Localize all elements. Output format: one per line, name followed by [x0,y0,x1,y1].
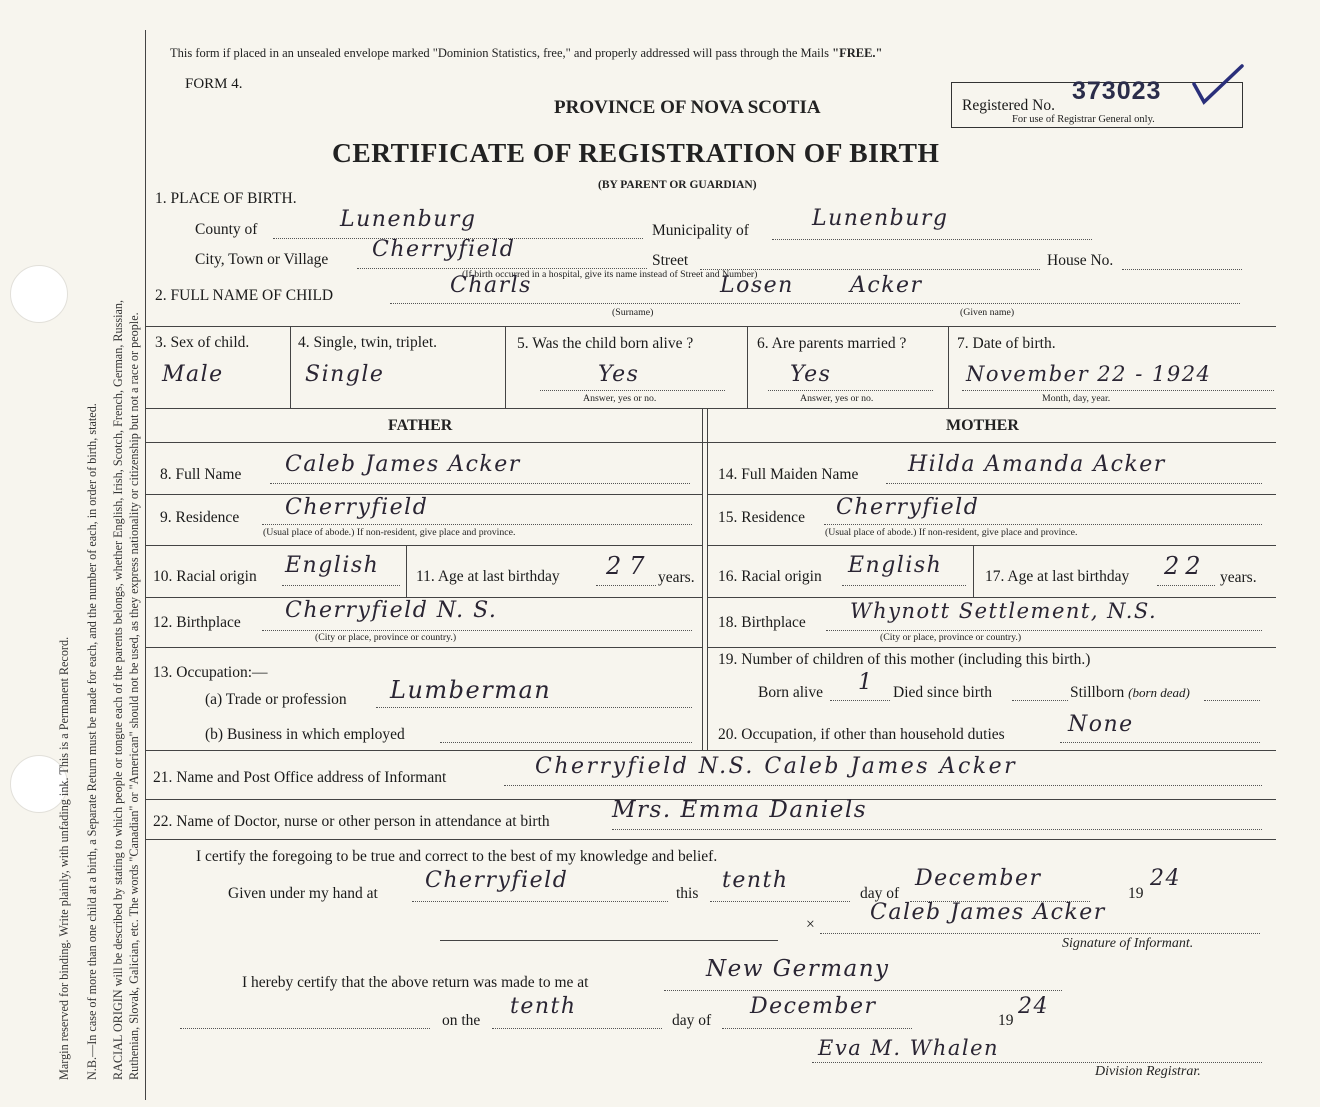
father-birthplace-caption: (City or place, province or country.) [315,632,457,643]
alive-label: 5. Was the child born alive ? [517,335,694,352]
registrar-caption: Division Registrar. [1095,1064,1201,1079]
mother-occupation-label: 20. Occupation, if other than household duties [718,726,1005,743]
left-border [145,30,146,1100]
married-value: Yes [790,362,832,387]
died-since-birth-label: Died since birth [893,684,993,701]
margin-note-4: Ruthenian, Slovak, Galician, etc. The words "Canadian" or "American" should not be used, as they express nationality or citizenship but not a race or people. [127,312,141,1080]
mother-racial-value: English [848,553,943,578]
postage-note: This form if placed in an unsealed envelope marked "Dominion Statistics, free," and properly addressed will pass through the Mails "FREE." [170,46,883,60]
given-year-value: 24 [1150,866,1181,891]
county-value: Lunenburg [340,207,477,232]
doctor-value: Mrs. Emma Daniels [612,797,867,823]
informant-value: Cherryfield N.S. Caleb James Acker [535,754,1018,779]
mother-occupation-value: None [1068,712,1134,737]
father-age-unit: years. [658,569,695,586]
certify-statement: I certify the foregoing to be true and correct to the best of my knowledge and belief. [196,848,718,865]
mother-residence-caption: (Usual place of abode.) If non-resident, give place and province. [825,527,1078,538]
married-caption: Answer, yes or no. [800,393,874,404]
children-count-label: 19. Number of children of this mother (including this birth.) [718,651,1091,668]
mother-heading: MOTHER [946,417,1019,434]
father-residence-caption: (Usual place of abode.) If non-resident, give place and province. [263,527,516,538]
given-caption: (Given name) [960,307,1015,318]
place-of-birth-label: 1. PLACE OF BIRTH. [155,190,297,207]
dob-label: 7. Date of birth. [957,335,1056,352]
father-racial-label: 10. Racial origin [153,568,257,585]
alive-caption: Answer, yes or no. [583,393,657,404]
stillborn-label: Stillborn (born dead) [1070,684,1190,701]
municipality-value: Lunenburg [812,206,949,231]
mother-birthplace-caption: (City or place, province or country.) [880,632,1022,643]
father-age-value: 27 [606,552,653,580]
mother-name-value: Hilda Amanda Acker [908,452,1166,477]
mother-name-label: 14. Full Maiden Name [718,466,859,483]
father-occupation-label: 13. Occupation:— [153,664,268,681]
binding-hole-top [10,265,68,323]
return-day-value: tenth [510,994,577,1019]
registered-label: Registered No. [962,97,1055,114]
checkmark-icon [1190,62,1246,110]
born-alive-value: 1 [858,670,874,695]
mother-age-label: 17. Age at last birthday [985,568,1130,585]
father-birthplace-label: 12. Birthplace [153,614,241,631]
child-name-label: 2. FULL NAME OF CHILD [155,287,334,304]
signature-caption: Signature of Informant. [1062,936,1194,951]
born-alive-label: Born alive [758,684,823,701]
registered-number: 373023 [1072,77,1162,105]
mother-age-unit: years. [1220,569,1257,586]
plurality-value: Single [305,362,385,387]
mother-residence-value: Cherryfield [836,495,980,520]
father-birthplace-value: Cherryfield N. S. [285,598,498,623]
father-residence-value: Cherryfield [285,495,429,520]
informant-signature: Caleb James Acker [870,900,1106,925]
married-label: 6. Are parents married ? [757,335,907,352]
business-label: (b) Business in which employed [205,726,405,743]
this-label: this [676,885,699,902]
city-label: City, Town or Village [195,251,329,268]
return-day-of-label: day of [672,1012,712,1029]
return-statement: I hereby certify that the above return was made to me at [242,974,589,991]
alive-value: Yes [598,362,640,387]
certificate-subtitle: (BY PARENT OR GUARDIAN) [598,179,757,191]
trade-value: Lumberman [390,676,552,704]
mother-age-value: 22 [1164,552,1207,580]
mother-birthplace-value: Whynott Settlement, N.S. [850,599,1158,623]
plurality-label: 4. Single, twin, triplet. [298,334,438,351]
given-under-label: Given under my hand at [228,885,378,902]
certificate-title: CERTIFICATE OF REGISTRATION OF BIRTH [332,137,940,168]
father-racial-value: English [285,553,380,578]
trade-label: (a) Trade or profession [205,691,347,708]
margin-note-3: RACIAL ORIGIN will be described by stating to which people or tongue each of the parents belongs, whether English, Irish, Scotch, French, German, Russian, [111,299,125,1080]
return-month-value: December [750,994,877,1019]
hospital-note: (If birth occurred in a hospital, give its name instead of Street and Number) [462,269,758,280]
registrar-signature: Eva M. Whalen [818,1036,1000,1060]
child-name-part3: Acker [850,273,923,298]
father-residence-label: 9. Residence [160,509,240,526]
surname-caption: (Surname) [612,307,654,318]
on-the-label: on the [442,1012,481,1029]
return-place-value: New Germany [706,956,890,982]
given-day-value: tenth [722,868,789,893]
informant-label: 21. Name and Post Office address of Informant [153,769,447,786]
registrar-note: For use of Registrar General only. [1012,114,1155,125]
father-name-value: Caleb James Acker [285,452,521,477]
given-place-value: Cherryfield [425,868,569,893]
house-label: House No. [1047,252,1114,269]
year-prefix: 19 [1128,885,1144,902]
dob-caption: Month, day, year. [1042,393,1111,404]
municipality-label: Municipality of [652,222,749,239]
street-label: Street [652,252,689,269]
child-name-part1: Charls [450,273,532,298]
child-name-part2: Losen [720,273,794,298]
signature-x: × [806,916,815,933]
sex-value: Male [162,362,224,387]
return-year-value: 24 [1018,994,1049,1019]
dob-value: November 22 - 1924 [966,362,1212,386]
city-value: Cherryfield [372,237,516,262]
province-title: PROVINCE OF NOVA SCOTIA [554,97,821,118]
father-age-label: 11. Age at last birthday [416,568,560,585]
margin-note-1: Margin reserved for binding. Write plainly, with unfading ink. This is a Permanent Record. [57,636,71,1080]
mother-racial-label: 16. Racial origin [718,568,822,585]
day-of-label: day of [860,885,900,902]
form-number: FORM 4. [185,76,243,92]
margin-note-2: N.B.—In case of more than one child at a birth, a Separate Return must be made for each, and the number of each, in order of birth, stated. [85,403,99,1080]
given-month-value: December [915,866,1042,891]
return-year-prefix: 19 [998,1012,1014,1029]
father-name-label: 8. Full Name [160,466,242,483]
doctor-label: 22. Name of Doctor, nurse or other person in attendance at birth [153,813,550,830]
county-label: County of [195,221,258,238]
mother-residence-label: 15. Residence [718,509,805,526]
sex-label: 3. Sex of child. [155,334,250,351]
father-heading: FATHER [388,417,453,434]
mother-birthplace-label: 18. Birthplace [718,614,806,631]
